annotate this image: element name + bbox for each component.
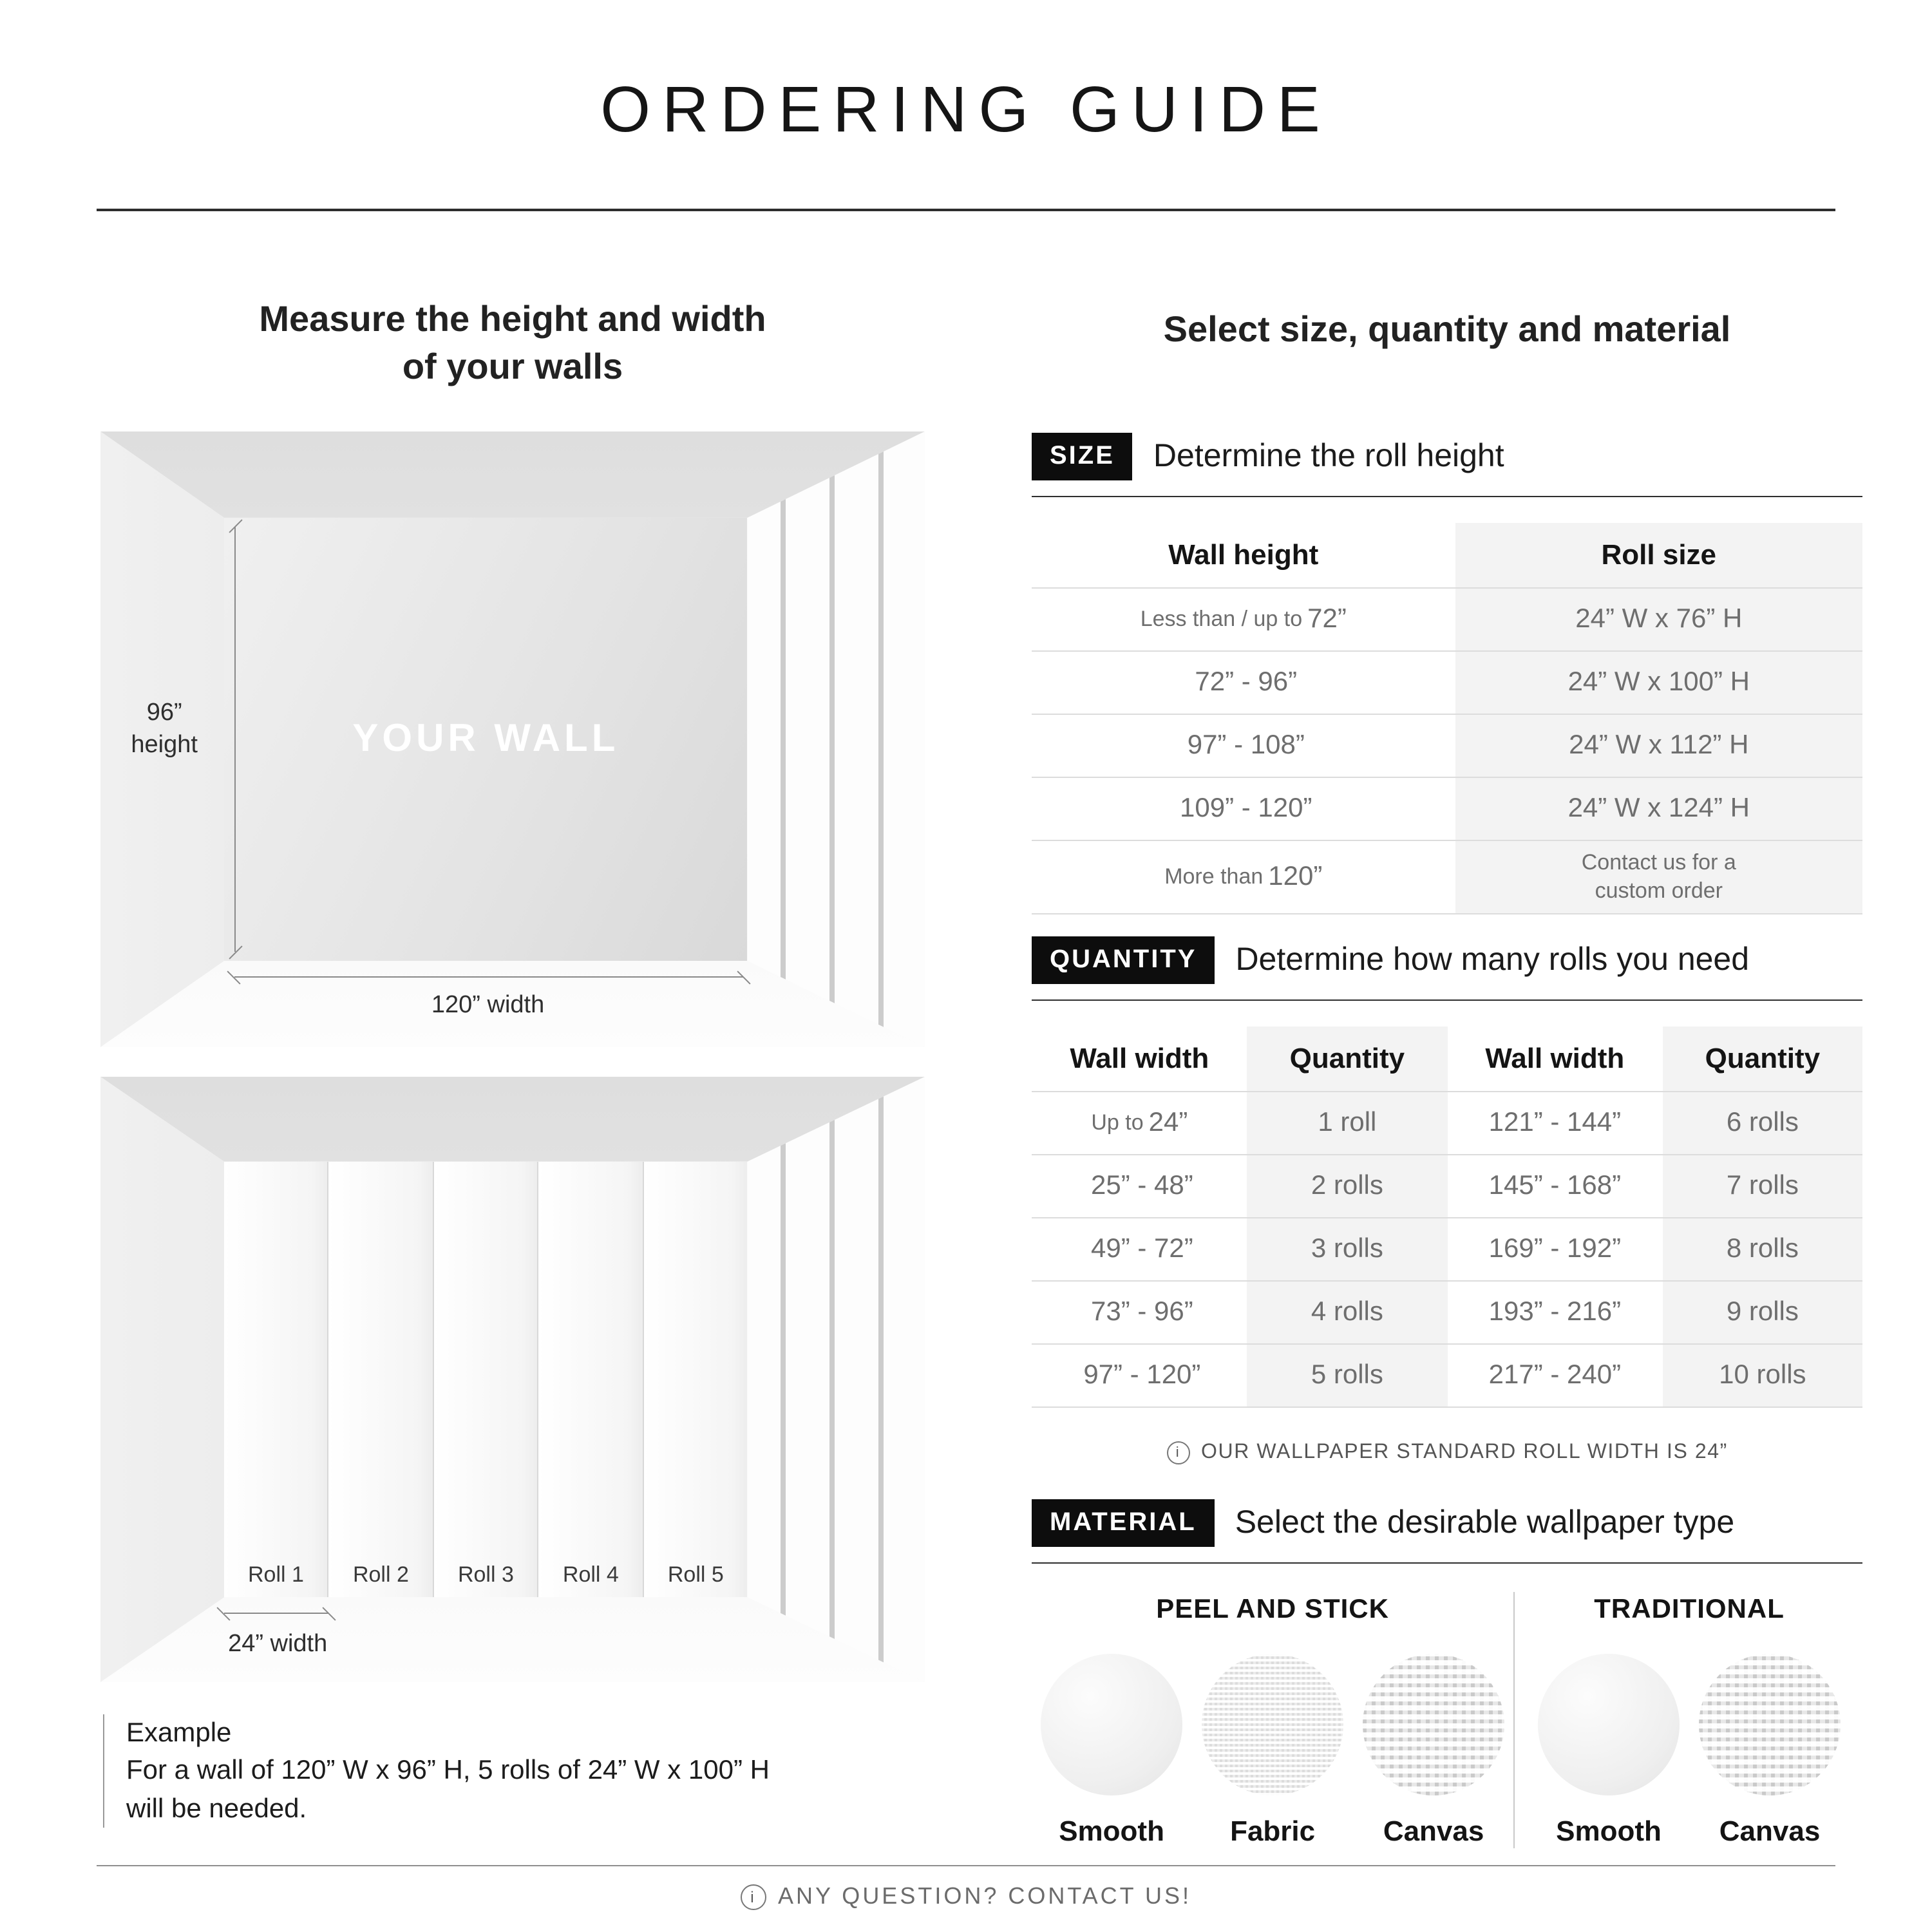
quantity-cell: 6 rolls (1663, 1092, 1862, 1154)
wall-width-cell: 49” - 72” (1091, 1234, 1193, 1264)
bottom-divider (97, 1865, 1835, 1866)
example-line2: will be needed. (126, 1794, 307, 1824)
roll-size-column-header: Roll size (1455, 523, 1862, 587)
wall-width-cell: 169” - 192” (1488, 1234, 1622, 1264)
size-section-title: Determine the roll height (1153, 438, 1504, 474)
canvas-texture-swatch (1363, 1654, 1504, 1795)
room-illustration-rolls (100, 1077, 925, 1682)
size-table-row (1032, 778, 1862, 841)
quantity-table-row (1032, 1218, 1862, 1282)
wall-height-cell: 97” - 108” (1187, 730, 1305, 760)
wall-height-cell: More than 120” (1164, 862, 1323, 892)
wall-width-column-header: Wall width (1485, 1042, 1625, 1074)
material-badge: MATERIAL (1032, 1499, 1215, 1547)
material-section (1032, 1499, 1862, 1848)
wall-width-cell: 193” - 216” (1488, 1297, 1622, 1327)
height-value: 96” (146, 699, 182, 726)
roll-panel (644, 1162, 748, 1598)
quantity-table-row (1032, 1155, 1862, 1218)
wall-width-cell: 73” - 96” (1091, 1297, 1193, 1327)
measure-heading (100, 296, 925, 392)
room-illustration-measure (100, 431, 925, 1047)
size-table-header-row (1032, 523, 1862, 589)
height-word: height (131, 732, 198, 759)
size-table-row (1032, 841, 1862, 914)
quantity-badge: QUANTITY (1032, 936, 1215, 984)
size-section-header (1032, 433, 1862, 497)
size-table-row (1032, 652, 1862, 715)
traditional-label: TRADITIONAL (1594, 1595, 1785, 1624)
example-title: Example (126, 1718, 232, 1748)
size-badge: SIZE (1032, 433, 1133, 480)
swatch-label: Smooth (1059, 1815, 1164, 1847)
quantity-cell: 5 rolls (1247, 1345, 1447, 1406)
smooth-texture-swatch (1538, 1654, 1680, 1795)
wall-width-cell: Up to 24” (1091, 1108, 1188, 1137)
wall-height-cell: 72” - 96” (1195, 667, 1298, 697)
quantity-section-title: Determine how many rolls you need (1235, 942, 1750, 978)
your-wall (224, 518, 748, 961)
canvas-texture-swatch (1699, 1654, 1841, 1795)
roll-width-dimension-line (224, 1613, 329, 1614)
quantity-column-header: Quantity (1663, 1027, 1862, 1091)
swatch-item (1538, 1654, 1680, 1848)
quantity-table-row (1032, 1092, 1862, 1155)
quantity-cell: 8 rolls (1663, 1218, 1862, 1280)
wall-width-cell: 145” - 168” (1488, 1171, 1622, 1200)
swatch-item (1699, 1654, 1841, 1848)
peel-and-stick-group (1032, 1592, 1513, 1848)
roll-size-cell: Contact us for a custom order (1455, 841, 1862, 913)
quantity-section-header (1032, 936, 1862, 1001)
material-section-title: Select the desirable wallpaper type (1235, 1504, 1735, 1540)
swatch-label: Smooth (1556, 1815, 1662, 1847)
wall-width-cell: 121” - 144” (1488, 1108, 1622, 1137)
your-wall-label: YOUR WALL (352, 717, 620, 760)
roll-size-cell: 24” W x 76” H (1455, 589, 1862, 650)
roll-width-note-text: OUR WALLPAPER STANDARD ROLL WIDTH IS 24” (1201, 1441, 1728, 1463)
wall-width-cell: 97” - 120” (1083, 1360, 1201, 1390)
swatch-label: Canvas (1719, 1815, 1821, 1847)
swatch-item (1363, 1654, 1504, 1848)
wall-height-cell: 109” - 120” (1180, 793, 1312, 823)
wall-height-cell: Less than / up to 72” (1140, 604, 1347, 634)
size-table-row (1032, 589, 1862, 652)
roll-panel (329, 1162, 434, 1598)
quantity-cell: 2 rolls (1247, 1155, 1447, 1217)
roll-panel (434, 1162, 539, 1598)
fabric-texture-swatch (1202, 1654, 1343, 1795)
peel-and-stick-swatches (1032, 1654, 1513, 1848)
wall-width-column-header: Wall width (1070, 1042, 1209, 1074)
info-icon: i (1166, 1441, 1189, 1464)
roll-width-dimension-label: 24” width (228, 1630, 328, 1658)
roll-size-cell: 24” W x 112” H (1455, 715, 1862, 777)
footer-text: ANY QUESTION? CONTACT US! (777, 1883, 1192, 1909)
wallpaper-roll-panels (224, 1162, 748, 1598)
roll-label: Roll 1 (248, 1562, 304, 1587)
traditional-group (1513, 1592, 1864, 1848)
quantity-cell: 10 rolls (1663, 1345, 1862, 1406)
swatch-item (1202, 1654, 1343, 1848)
quantity-cell: 1 roll (1247, 1092, 1447, 1154)
quantity-table-header-row (1032, 1027, 1862, 1092)
roll-panel (539, 1162, 644, 1598)
example-note (103, 1714, 899, 1828)
smooth-texture-swatch (1041, 1654, 1182, 1795)
quantity-table-row (1032, 1282, 1862, 1345)
wall-height-column-header: Wall height (1168, 538, 1319, 571)
quantity-table (1032, 1027, 1862, 1408)
material-section-header (1032, 1499, 1862, 1564)
roll-label: Roll 4 (562, 1562, 619, 1587)
roll-size-cell: 24” W x 100” H (1455, 652, 1862, 714)
info-icon: i (741, 1884, 766, 1909)
peel-and-stick-label: PEEL AND STICK (1156, 1595, 1389, 1624)
quantity-cell: 3 rolls (1247, 1218, 1447, 1280)
quantity-cell: 9 rolls (1663, 1282, 1862, 1343)
roll-label: Roll 3 (457, 1562, 514, 1587)
size-table-row (1032, 715, 1862, 778)
roll-size-cell: 24” W x 124” H (1455, 778, 1862, 840)
material-options (1032, 1592, 1862, 1848)
size-section (1032, 433, 1862, 914)
select-heading: Select size, quantity and material (1163, 309, 1731, 349)
page-title: ORDERING GUIDE (600, 73, 1332, 146)
height-dimension-line (234, 527, 235, 952)
width-dimension-label: 120” width (431, 992, 545, 1019)
measure-heading-line2: of your walls (402, 346, 623, 386)
example-line1: For a wall of 120” W x 96” H, 5 rolls of 24” W x 100” H (126, 1756, 770, 1786)
size-table (1032, 523, 1862, 914)
roll-panel (224, 1162, 329, 1598)
height-dimension-label (109, 696, 220, 762)
roll-label: Roll 5 (667, 1562, 724, 1587)
swatch-label: Canvas (1383, 1815, 1484, 1847)
top-divider (97, 209, 1835, 211)
roll-label: Roll 2 (352, 1562, 409, 1587)
quantity-cell: 4 rolls (1247, 1282, 1447, 1343)
swatch-label: Fabric (1230, 1815, 1316, 1847)
width-dimension-line (234, 976, 743, 978)
traditional-swatches (1515, 1654, 1864, 1848)
wall-width-cell: 217” - 240” (1488, 1360, 1622, 1390)
quantity-section (1032, 936, 1862, 1464)
footer-note (0, 1883, 1932, 1910)
quantity-table-row (1032, 1345, 1862, 1408)
wall-width-cell: 25” - 48” (1091, 1171, 1193, 1200)
quantity-column-header: Quantity (1247, 1027, 1447, 1091)
quantity-cell: 7 rolls (1663, 1155, 1862, 1217)
measure-heading-line1: Measure the height and width (259, 299, 766, 339)
swatch-item (1041, 1654, 1182, 1848)
roll-width-note (1032, 1441, 1862, 1464)
